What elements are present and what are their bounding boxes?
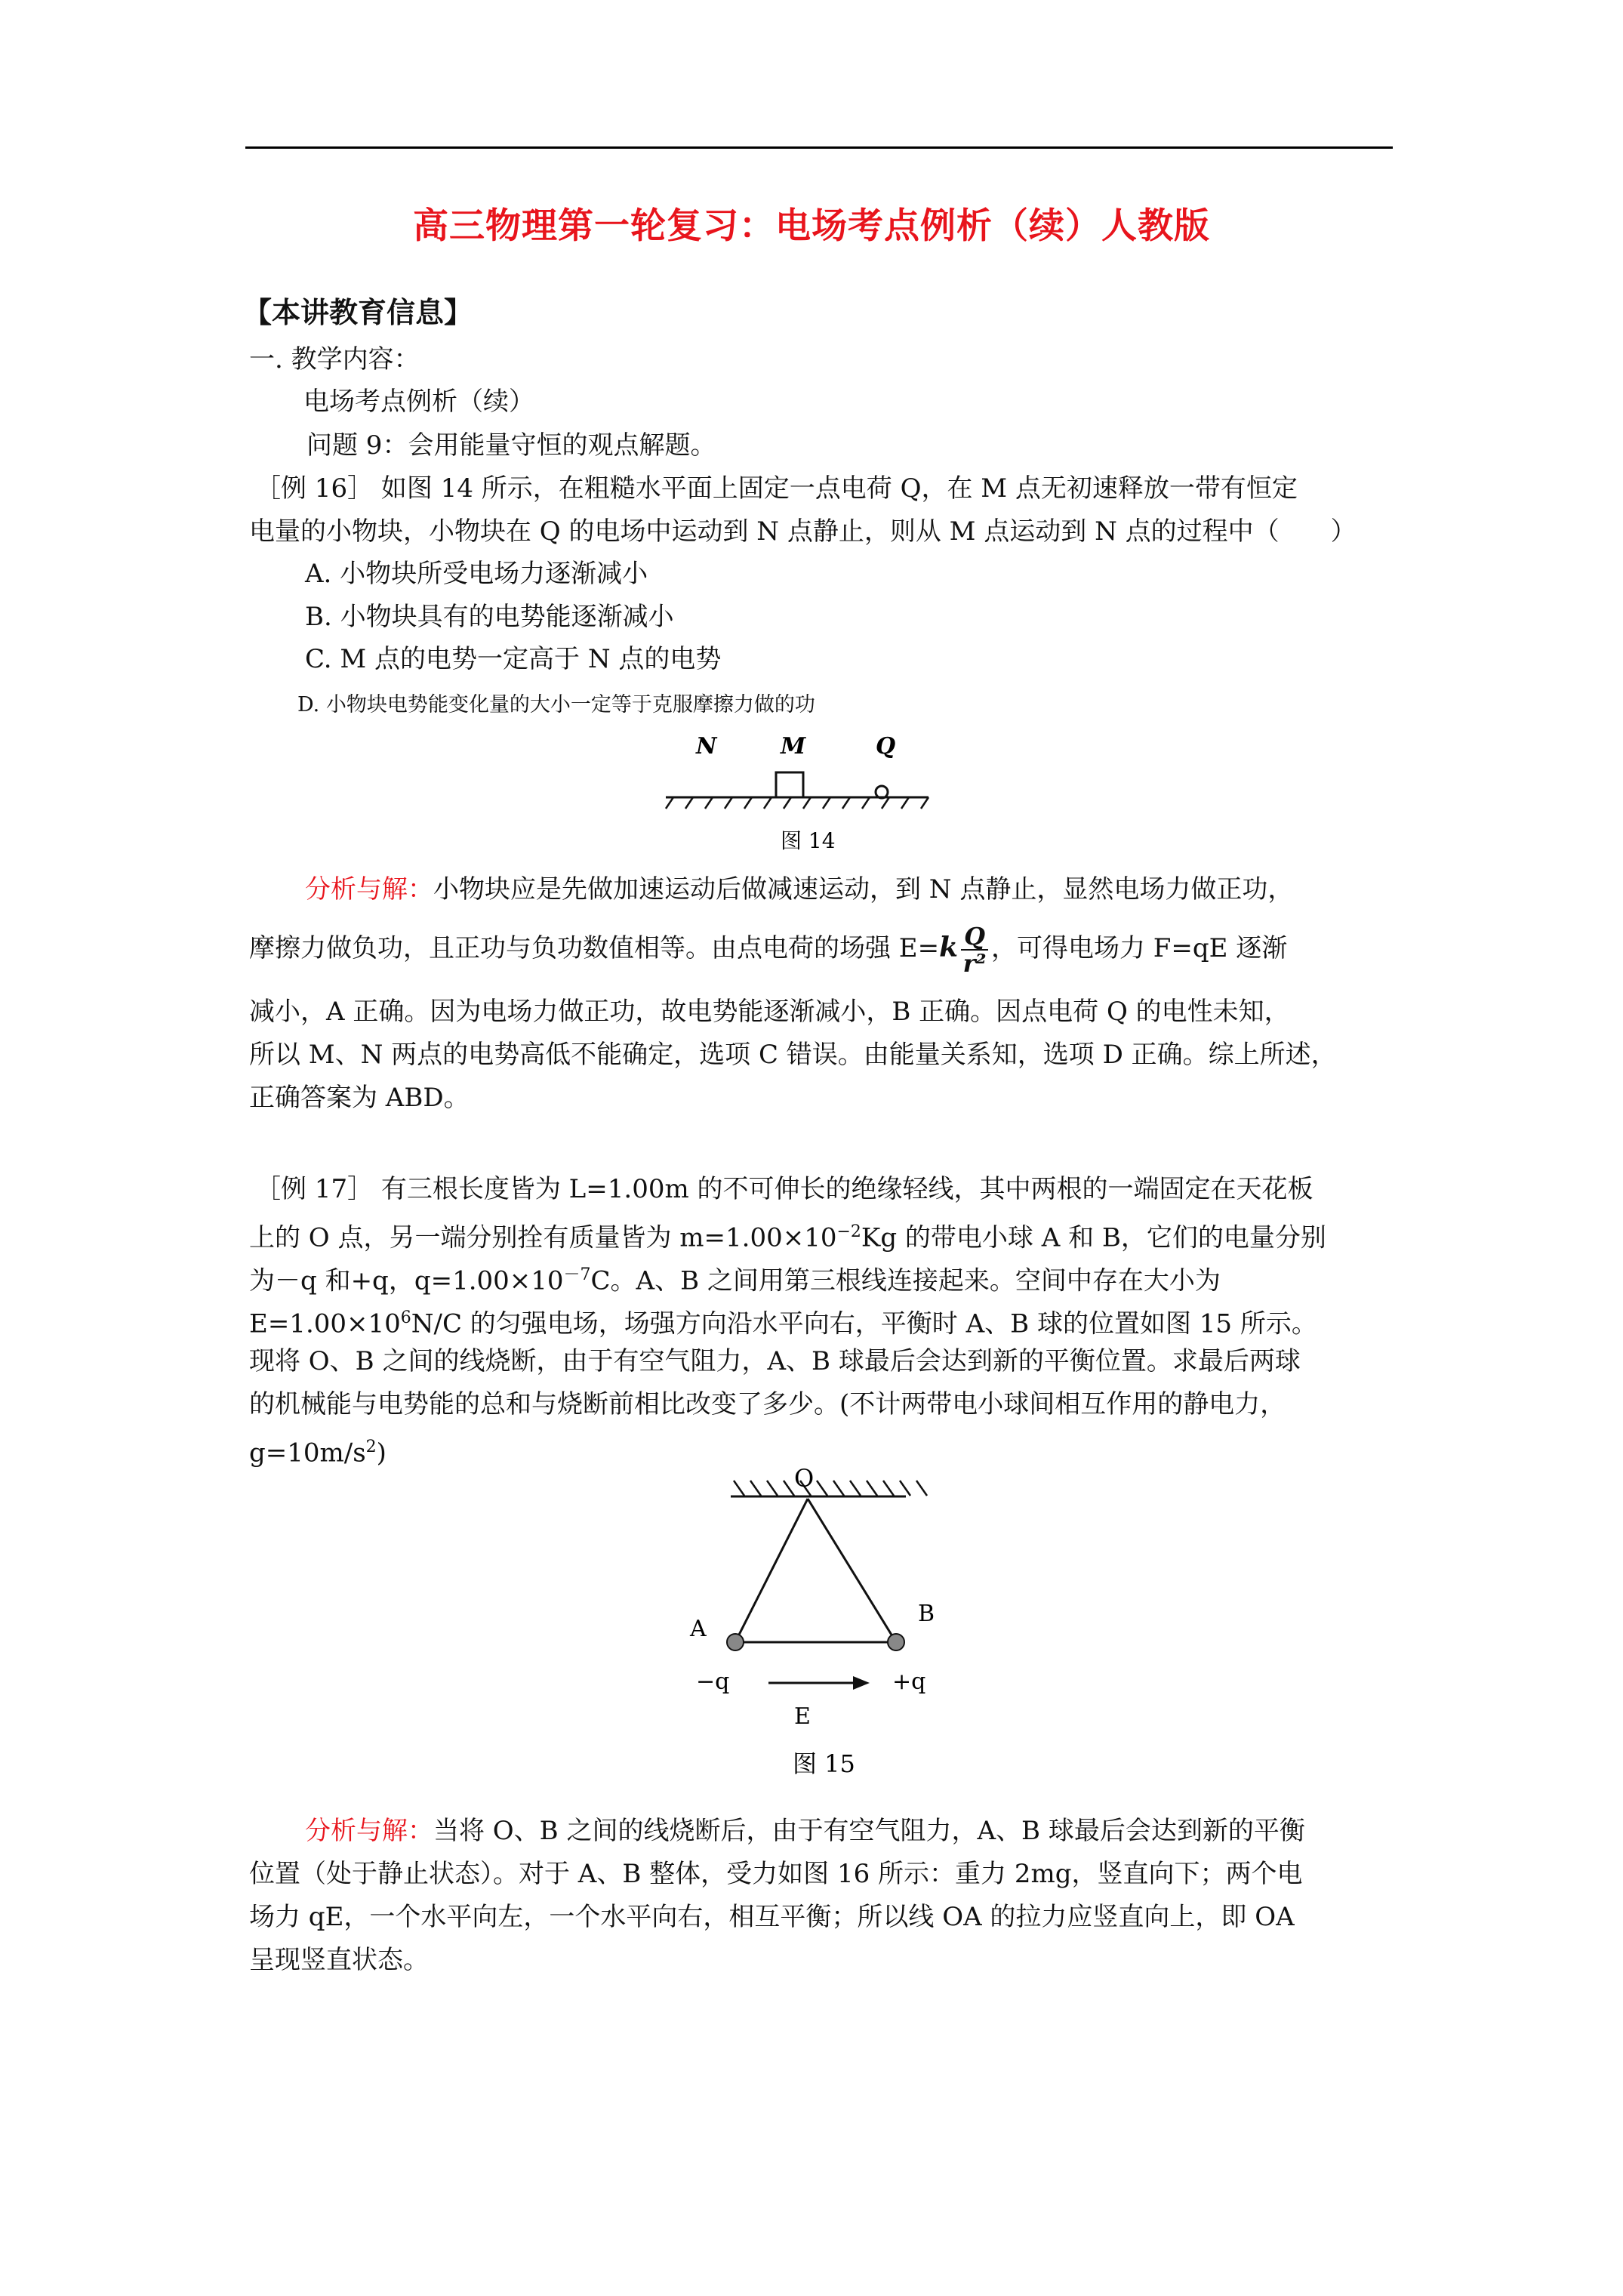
header-rule (245, 146, 1393, 149)
ex17-analysis-label: 分析与解： (305, 1816, 433, 1846)
ex17-analysis-2: 位置（处于静止状态）。对于 A、B 整体，受力如图 16 所示：重力 2mg，竖直向下；两个电 (249, 1859, 1303, 1889)
ex16-line-2: 电量的小物块，小物块在 Q 的电场中运动到 N 点静止，则从 M 点运动到 N 点的过程中（ ） (249, 516, 1357, 547)
fig14-block (776, 772, 803, 797)
fig14-label-n: N (696, 733, 717, 760)
ex16-analysis-5: 正确答案为 ABD。 (249, 1083, 470, 1113)
figure-15 (679, 1461, 951, 1786)
ex17-line-2 (249, 1217, 1326, 1253)
ex17-line-7a: g=10m/s (249, 1438, 366, 1469)
ex17-line-4b: N/C 的匀强电场，场强方向沿水平向右，平衡时 A、B 球的位置如图 15 所示。 (411, 1308, 1317, 1339)
fig15-label-a: A (690, 1616, 707, 1642)
fig14-caption: 图 14 (781, 828, 836, 853)
ex16-analysis-2 (249, 918, 1287, 977)
intro-topic: 电场考点例析（续） (303, 387, 534, 417)
ex16-analysis-1 (305, 874, 1293, 905)
fig14-label-m: M (781, 733, 806, 760)
formula-denominator: r² (962, 949, 987, 978)
fig15-caption: 图 15 (793, 1749, 855, 1778)
ex17-line-2b: Kg 的带电小球 A 和 B，它们的电量分别 (861, 1222, 1326, 1253)
ex17-analysis-4: 呈现竖直状态。 (249, 1945, 429, 1975)
ex17-line-7b: ) (376, 1438, 387, 1469)
ex16-option-b: B. 小物块具有的电势能逐渐减小 (305, 602, 674, 632)
ex16-option-a: A. 小物块所受电场力逐渐减小 (305, 559, 648, 589)
intro-item-1: 一. 教学内容： (249, 344, 420, 374)
ex16-option-d: D. 小物块电势能变化量的大小一定等于克服摩擦力做的功 (297, 693, 815, 717)
fig15-thread-oa (735, 1499, 808, 1642)
ex16-analysis-text-2a: 摩擦力做负功，且正功与负功数值相等。由点电荷的场强 E= (249, 933, 940, 963)
ex16-line-1: ［例 16］ 如图 14 所示，在粗糙水平面上固定一点电荷 Q，在 M 点无初速释放一带有恒定 (255, 473, 1298, 504)
fig15-field-arrowhead (853, 1676, 870, 1690)
ex16-analysis-4: 所以 M、N 两点的电势高低不能确定，选项 C 错误。由能量关系知，选项 D 正确。综上所述， (249, 1040, 1337, 1070)
fig15-ball-b (888, 1634, 904, 1650)
ex17-line-4-exp: 6 (400, 1308, 411, 1327)
fig15-charge-b: +q (892, 1669, 926, 1695)
fig15-charge-a: −q (696, 1669, 730, 1695)
fig14-label-q: Q (876, 733, 896, 760)
fig15-ball-a (727, 1634, 744, 1650)
ex17-line-6: 的机械能与电势能的总和与烧断前相比改变了多少。(不计两带电小球间相互作用的静电力， (249, 1389, 1286, 1419)
ex17-line-7-exp: 2 (365, 1438, 377, 1456)
section-heading: 【本讲教育信息】 (243, 296, 473, 329)
fig14-hatching (666, 797, 929, 809)
ex16-analysis-3: 减小，A 正确。因为电场力做正功，故电势能逐渐减小，B 正确。因点电荷 Q 的电性未知， (249, 997, 1290, 1027)
ex16-analysis-text-2b: ，可得电场力 F=qE 逐渐 (990, 933, 1288, 963)
ex17-line-4 (249, 1303, 1317, 1339)
formula-numerator: Q (961, 923, 988, 951)
ex16-analysis-label: 分析与解： (305, 874, 433, 905)
ex17-line-5: 现将 O、B 之间的线烧断，由于有空气阻力，A、B 球最后会达到新的平衡位置。求最后两球 (249, 1346, 1301, 1376)
ex16-analysis-text-1: 小物块应是先做加速运动后做减速运动，到 N 点静止，显然电场力做正功， (433, 874, 1294, 905)
formula-k: k (939, 932, 959, 963)
ex17-line-3b: C。A、B 之间用第三根线连接起来。空间中存在大小为 (590, 1265, 1221, 1296)
ex17-line-1: ［例 17］ 有三根长度皆为 L=1.00m 的不可伸长的绝缘轻线，其中两根的一端固定在天花板 (255, 1174, 1313, 1204)
fig15-label-e: E (794, 1703, 811, 1730)
ex17-line-3-exp: －7 (563, 1265, 591, 1284)
intro-question: 问题 9：会用能量守恒的观点解题。 (306, 430, 716, 461)
fig15-thread-ob (808, 1499, 896, 1642)
ex17-line-3 (249, 1260, 1221, 1296)
fig15-label-b: B (918, 1601, 935, 1627)
formula-fraction (961, 923, 988, 976)
fig15-label-o: O (794, 1464, 815, 1493)
ex17-analysis-text-1: 当将 O、B 之间的线烧断后，由于有空气阻力，A、B 球最后会达到新的平衡 (433, 1816, 1305, 1846)
figure-14 (657, 729, 936, 861)
ex17-analysis-3: 场力 qE，一个水平向左，一个水平向右，相互平衡；所以线 OA 的拉力应竖直向上，即 OA (249, 1902, 1295, 1932)
ex17-line-3a: 为－q 和+q，q=1.00×10 (249, 1265, 564, 1296)
ex16-option-c: C. M 点的电势一定高于 N 点的电势 (305, 644, 722, 674)
ex17-line-2a: 上的 O 点，另一端分别拴有质量皆为 m=1.00×10 (249, 1222, 837, 1253)
ex17-line-7 (249, 1432, 387, 1468)
fig15-ceiling-hatching (734, 1481, 927, 1496)
page-title: 高三物理第一轮复习：电场考点例析（续）人教版 (413, 205, 1210, 247)
ex17-line-2-exp: −2 (836, 1222, 861, 1241)
ex17-analysis-1 (305, 1816, 1305, 1846)
ex17-line-4a: E=1.00×10 (249, 1308, 401, 1339)
